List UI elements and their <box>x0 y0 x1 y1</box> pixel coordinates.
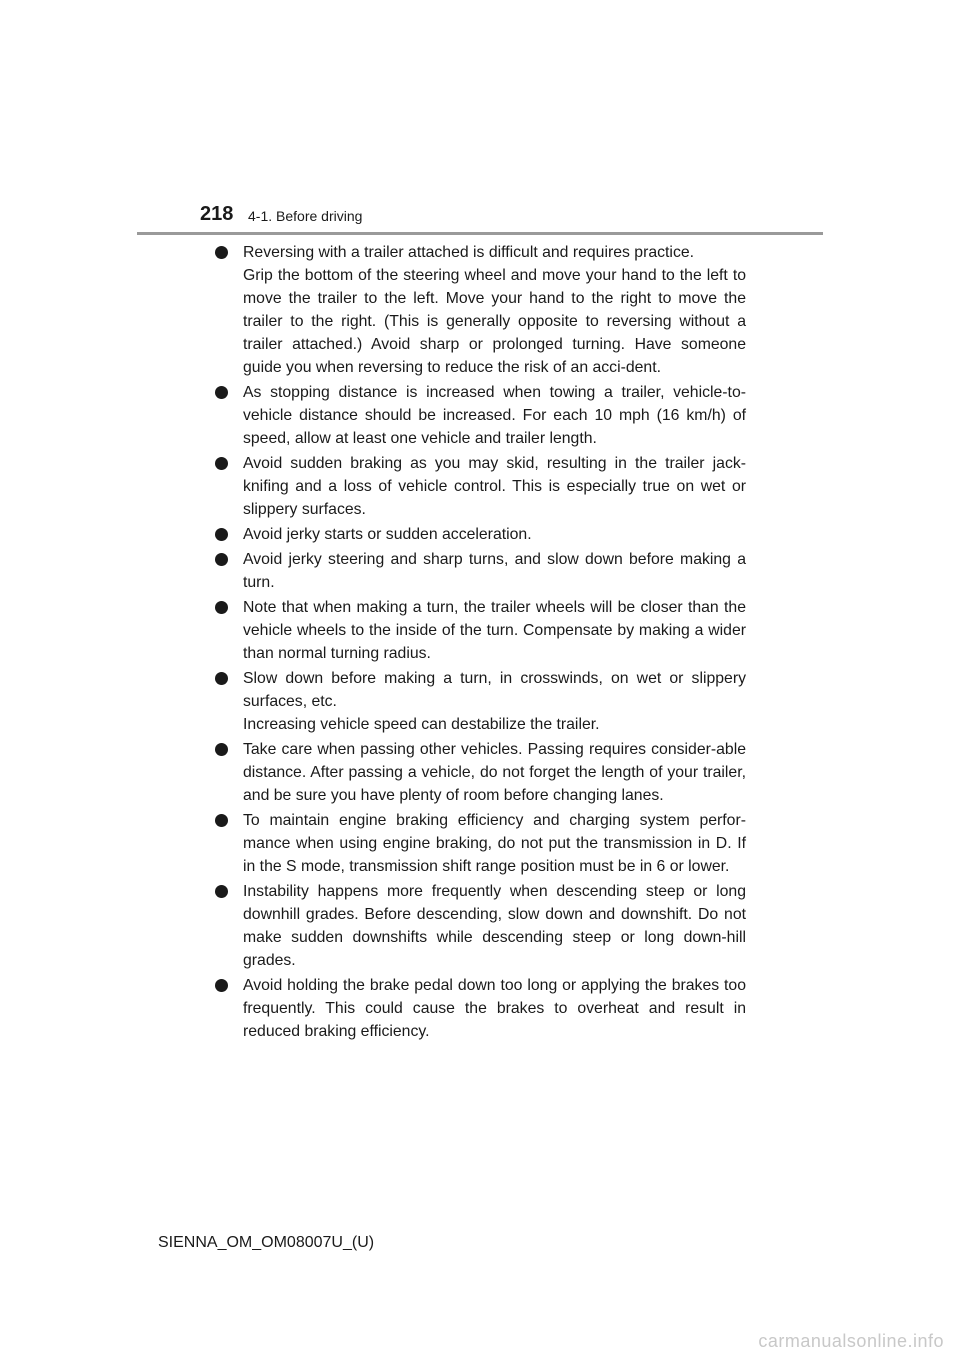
list-item <box>215 809 746 878</box>
section-title: 4-1. Before driving <box>248 208 363 224</box>
list-item <box>215 381 746 450</box>
list-item <box>215 596 746 665</box>
document-code: SIENNA_OM_OM08007U_(U) <box>158 1234 375 1251</box>
list-item-text: Avoid jerky steering and sharp turns, and slow down before making a turn. <box>243 551 746 591</box>
list-item-text: Instability happens more frequently when descending steep or long downhill grades. Before descending, slow down and downshift. Do not make sudden downshifts while descending steep or long down-hill grades. <box>243 883 746 969</box>
list-item <box>215 548 746 594</box>
list-item-text: Avoid holding the brake pedal down too long or applying the brakes too frequently. This could cause the brakes to overheat and result in reduced braking efficiency. <box>243 977 746 1040</box>
watermark: carmanualsonline.info <box>758 1331 944 1351</box>
bullet-icon <box>215 528 228 541</box>
list-item-text: As stopping distance is increased when towing a trailer, vehicle-to-vehicle distance should be increased. For each 10 mph (16 km/h) of speed, allow at least one vehicle and trailer length. <box>243 384 746 447</box>
list-item <box>215 452 746 521</box>
list-item-text: Reversing with a trailer attached is difficult and requires practice. <box>243 244 695 261</box>
bullet-icon <box>215 672 228 685</box>
bullet-icon <box>215 457 228 470</box>
bullet-icon <box>215 743 228 756</box>
list-item-text: Slow down before making a turn, in crosswinds, on wet or slippery surfaces, etc. <box>243 670 746 710</box>
list-item <box>215 974 746 1043</box>
bullet-icon <box>215 386 228 399</box>
bullet-icon <box>215 601 228 614</box>
header-divider <box>137 232 823 235</box>
bullet-icon <box>215 814 228 827</box>
list-item-text: To maintain engine braking efficiency and charging system perfor-mance when using engine braking, do not put the transmission in D. If in the S mode, transmission shift range position must be in 6 or lower. <box>243 812 746 875</box>
page-header <box>0 0 960 240</box>
bullet-icon <box>215 553 228 566</box>
list-item <box>215 241 746 379</box>
list-item <box>215 880 746 972</box>
bullet-icon <box>215 246 228 259</box>
towing-precautions-list <box>215 241 746 1045</box>
list-item-note: Increasing vehicle speed can destabilize the trailer. <box>243 716 600 733</box>
list-item-text: Take care when passing other vehicles. Passing requires consider-able distance. After passing a vehicle, do not forget the length of your trailer, and be sure you have plenty of room before changing lanes. <box>243 741 746 804</box>
bullet-icon <box>215 885 228 898</box>
list-item-note: Grip the bottom of the steering wheel and move your hand to the left to move the trailer to the left. Move your hand to the right to move the trailer to the right. (This is generally opposite to reversing without a trailer attached.) Avoid sharp or prolonged turning. Have someone guide you when reversing to reduce the risk of an acci-dent. <box>243 267 746 376</box>
list-item <box>215 738 746 807</box>
list-item-text: Avoid jerky starts or sudden acceleration. <box>243 526 532 543</box>
bullet-icon <box>215 979 228 992</box>
list-item-text: Avoid sudden braking as you may skid, resulting in the trailer jack-knifing and a loss of vehicle control. This is especially true on wet or slippery surfaces. <box>243 455 746 518</box>
list-item <box>215 667 746 736</box>
list-item <box>215 523 746 546</box>
list-item-text: Note that when making a turn, the trailer wheels will be closer than the vehicle wheels to the inside of the turn. Compensate by making a wider than normal turning radius. <box>243 599 746 662</box>
page-number: 218 <box>200 203 234 225</box>
